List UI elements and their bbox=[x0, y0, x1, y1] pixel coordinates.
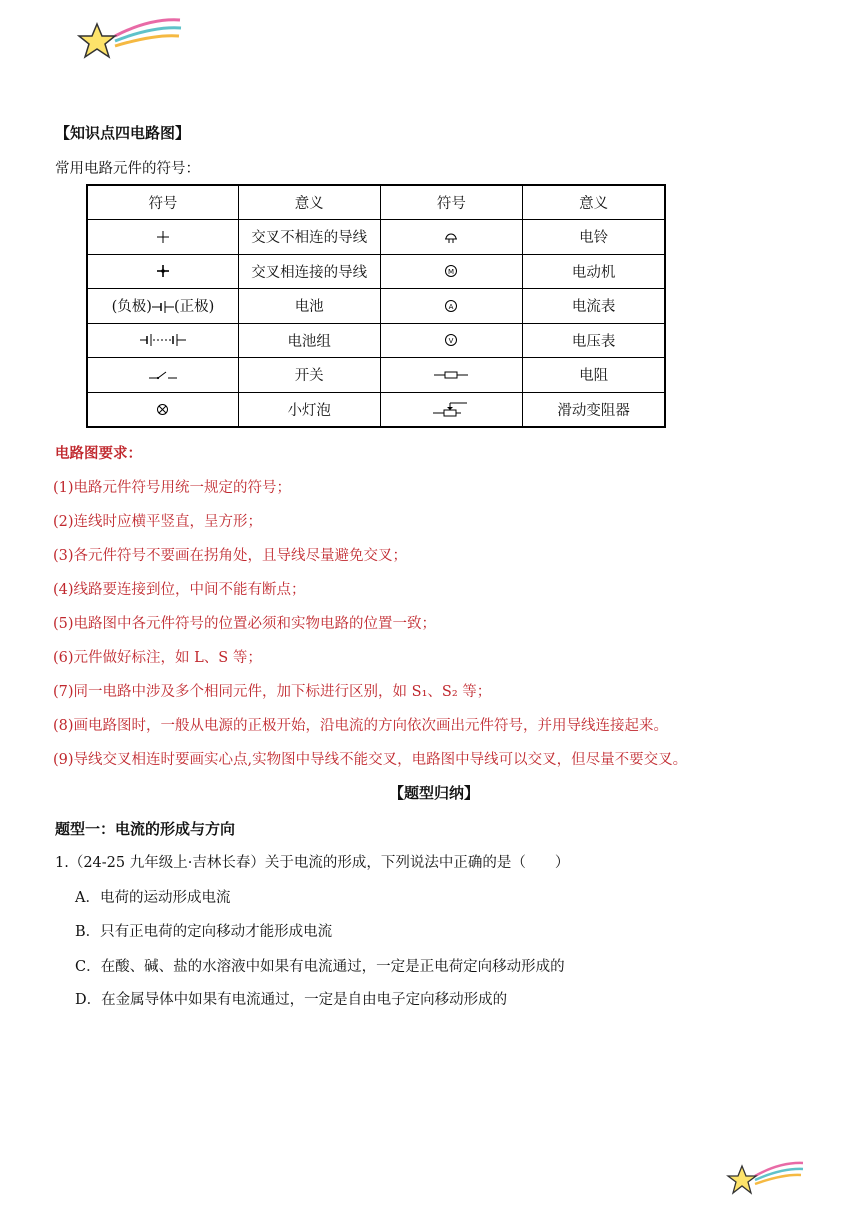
requirement-item: (9)导线交叉相连时要画实心点,实物图中导线不能交叉，电路图中导线可以交叉，但尽量不要交叉。 bbox=[53, 752, 688, 768]
meaning-cell: 电流表 bbox=[523, 289, 665, 324]
crossing-wires-not-connected-icon bbox=[156, 230, 170, 244]
battery-icon bbox=[140, 333, 186, 347]
meaning-cell: 电铃 bbox=[523, 220, 665, 255]
negative-pole-label: (负极) bbox=[111, 299, 152, 316]
switch-icon bbox=[149, 369, 177, 381]
resistor-icon bbox=[434, 370, 468, 380]
requirement-item: (8)画电路图时，一般从电源的正极开始，沿电流的方向依次画出元件符号，并用导线连接起来。 bbox=[53, 718, 669, 734]
ammeter-icon bbox=[444, 299, 458, 313]
positive-pole-label: (正极) bbox=[173, 299, 215, 316]
table-header-row bbox=[87, 185, 665, 220]
requirement-item: (3)各元件符号不要画在拐角处，且导线尽量避免交叉； bbox=[53, 548, 408, 564]
meaning-cell: 电池 bbox=[238, 289, 380, 324]
table-row bbox=[87, 254, 665, 289]
shooting-star-icon bbox=[75, 14, 185, 66]
meaning-cell: 电阻 bbox=[523, 358, 665, 393]
table-row bbox=[87, 323, 665, 358]
shooting-star-icon bbox=[725, 1158, 805, 1200]
requirement-item: (7)同一电路中涉及多个相同元件，加下标进行区别，如 S₁、S₂ 等； bbox=[53, 684, 492, 700]
meaning-cell: 小灯泡 bbox=[238, 392, 380, 427]
meaning-cell: 电压表 bbox=[523, 323, 665, 358]
svg-text:V: V bbox=[449, 337, 454, 346]
symbols-table bbox=[86, 184, 666, 428]
meaning-cell: 电池组 bbox=[238, 323, 380, 358]
table-row bbox=[87, 358, 665, 393]
section-title: 【知识点四电路图】 bbox=[55, 124, 191, 142]
meaning-cell: 电动机 bbox=[523, 254, 665, 289]
question-type-title: 题型一：电流的形成与方向 bbox=[55, 820, 236, 838]
header-meaning: 意义 bbox=[238, 185, 380, 220]
svg-text:M: M bbox=[448, 268, 455, 277]
requirement-item: (6)元件做好标注，如 L、S 等； bbox=[53, 650, 262, 666]
table-row bbox=[87, 289, 665, 324]
section-intro: 常用电路元件的符号： bbox=[55, 161, 200, 177]
bell-icon bbox=[444, 231, 458, 243]
header-meaning: 意义 bbox=[523, 185, 665, 220]
answer-option[interactable]: B．只有正电荷的定向移动才能形成电流 bbox=[75, 924, 333, 940]
meaning-cell: 交叉相连接的导线 bbox=[238, 254, 380, 289]
header-symbol: 符号 bbox=[380, 185, 523, 220]
voltmeter-icon bbox=[444, 333, 458, 347]
summary-title: 【题型归纳】 bbox=[388, 784, 479, 802]
meaning-cell: 开关 bbox=[238, 358, 380, 393]
meaning-cell: 交叉不相连的导线 bbox=[238, 220, 380, 255]
requirements-title: 电路图要求： bbox=[55, 445, 142, 462]
answer-option[interactable]: C．在酸、碱、盐的水溶液中如果有电流通过，一定是正电荷定向移动形成的 bbox=[75, 959, 565, 975]
requirement-item: (1)电路元件符号用统一规定的符号； bbox=[53, 480, 292, 496]
lamp-icon bbox=[156, 403, 169, 416]
requirement-item: (5)电路图中各元件符号的位置必须和实物电路的位置一致； bbox=[53, 616, 437, 632]
svg-text:A: A bbox=[449, 302, 454, 311]
rheostat-icon bbox=[433, 400, 469, 418]
table-row bbox=[87, 392, 665, 427]
motor-icon bbox=[444, 264, 458, 278]
answer-option[interactable]: D．在金属导体中如果有电流通过，一定是自由电子定向移动形成的 bbox=[75, 992, 508, 1008]
answer-option[interactable]: A．电荷的运动形成电流 bbox=[75, 890, 231, 906]
question-stem: 1.（24-25 九年级上·吉林长春）关于电流的形成，下列说法中正确的是（ ） bbox=[55, 855, 570, 871]
table-row bbox=[87, 220, 665, 255]
crossing-wires-connected-icon bbox=[156, 264, 170, 278]
requirement-item: (2)连线时应横平竖直，呈方形； bbox=[53, 514, 263, 530]
meaning-cell: 滑动变阻器 bbox=[523, 392, 665, 427]
requirement-item: (4)线路要连接到位，中间不能有断点； bbox=[53, 582, 306, 598]
header-symbol: 符号 bbox=[87, 185, 238, 220]
cell-icon bbox=[152, 300, 174, 314]
